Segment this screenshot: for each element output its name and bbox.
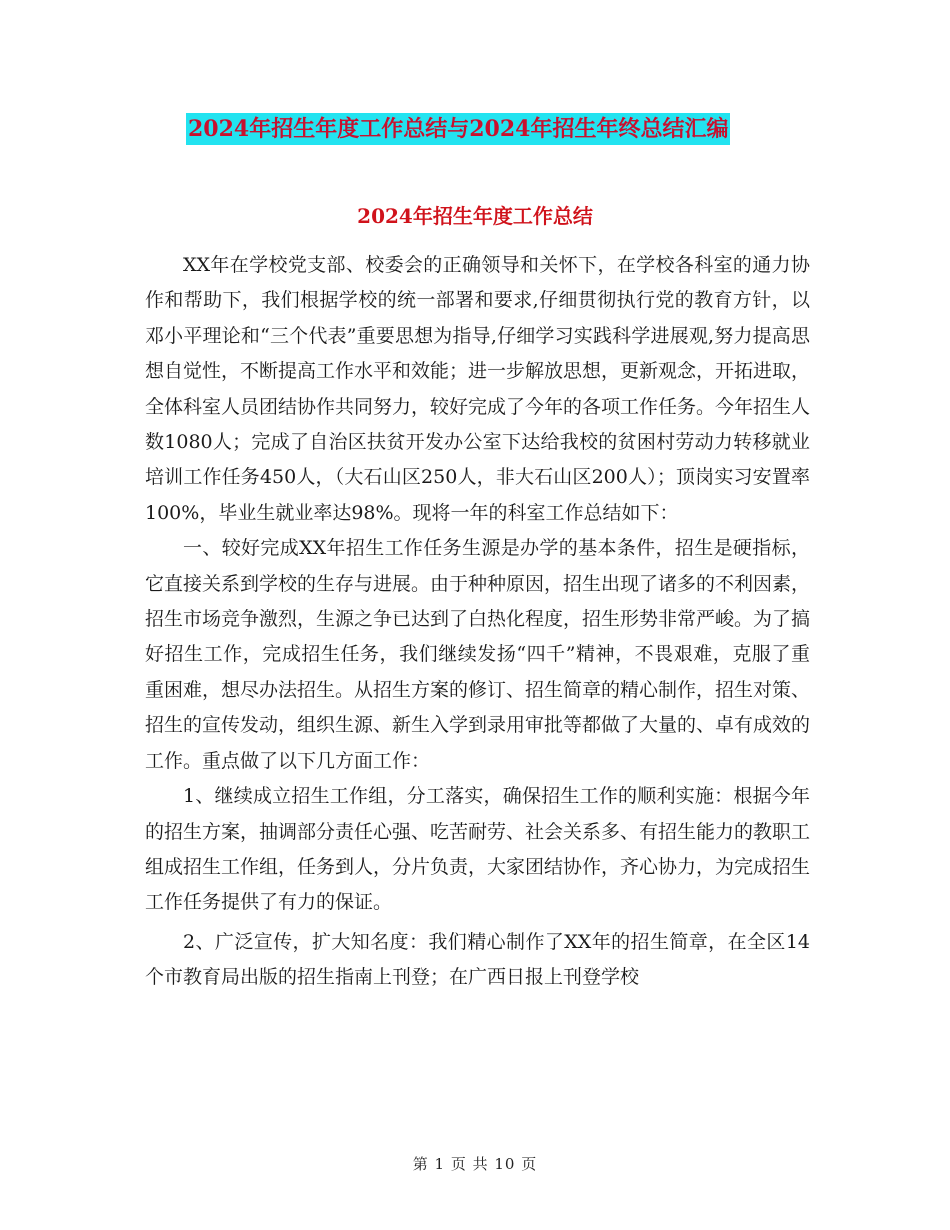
footer-current-page: 1: [434, 1155, 446, 1173]
document-body: [145, 248, 810, 996]
paragraph-intro: XX年在学校党支部、校委会的正确领导和关怀下，在学校各科室的通力协作和帮助下，我们根据学校的统一部署和要求,仔细贯彻执行党的教育方针，以邓小平理论和“三个代表”重要思想为指导,仔细学习实践科学进展观,努力提高思想自觉性，不断提高工作水平和效能；进一步解放思想，更新观念，开拓进取，全体科室人员团结协作共同努力，较好完成了今年的各项工作任务。今年招生人数1080人；完成了自治区扶贫开发办公室下达给我校的贫困村劳动力转移就业培训工作任务450人，（大石山区250人，非大石山区200人）；顶岗实习安置率100%，毕业生就业率达98%。现将一年的科室工作总结如下：: [145, 254, 811, 524]
footer-middle: 页 共: [450, 1155, 489, 1173]
paragraph-item-1: 1、继续成立招生工作组，分工落实，确保招生工作的顺利实施：根据今年的招生方案，抽调部分责任心强、吃苦耐劳、社会关系多、有招生能力的教职工组成招生工作组，任务到人，分片负责，大家团结协作，齐心协力，为完成招生工作任务提供了有力的保证。: [145, 785, 811, 914]
footer-total-pages: 10: [494, 1155, 516, 1173]
footer-prefix: 第: [412, 1155, 429, 1173]
paragraph-section-1: 一、较好完成XX年招生工作任务生源是办学的基本条件，招生是硬指标，它直接关系到学校的生存与进展。由于种种原因，招生出现了诸多的不利因素，招生市场竞争激烈，生源之争已达到了白热化程度，招生形势非常严峻。为了搞好招生工作，完成招生任务，我们继续发扬“四千”精神，不畏艰难，克服了重重困难，想尽办法招生。从招生方案的修订、招生简章的精心制作，招生对策、招生的宣传发动，组织生源、新生入学到录用审批等都做了大量的、卓有成效的工作。重点做了以下几方面工作：: [145, 537, 811, 772]
page-footer: [0, 1153, 950, 1174]
footer-suffix: 页: [521, 1155, 538, 1173]
section-title: 2024年招生年度工作总结: [357, 204, 593, 228]
paragraph-item-2: 2、广泛宣传，扩大知名度：我们精心制作了XX年的招生简章，在全区14个市教育局出版的招生指南上刊登；在广西日报上刊登学校: [145, 930, 810, 989]
document-main-title: 2024年招生年度工作总结与2024年招生年终总结汇编: [186, 113, 730, 145]
